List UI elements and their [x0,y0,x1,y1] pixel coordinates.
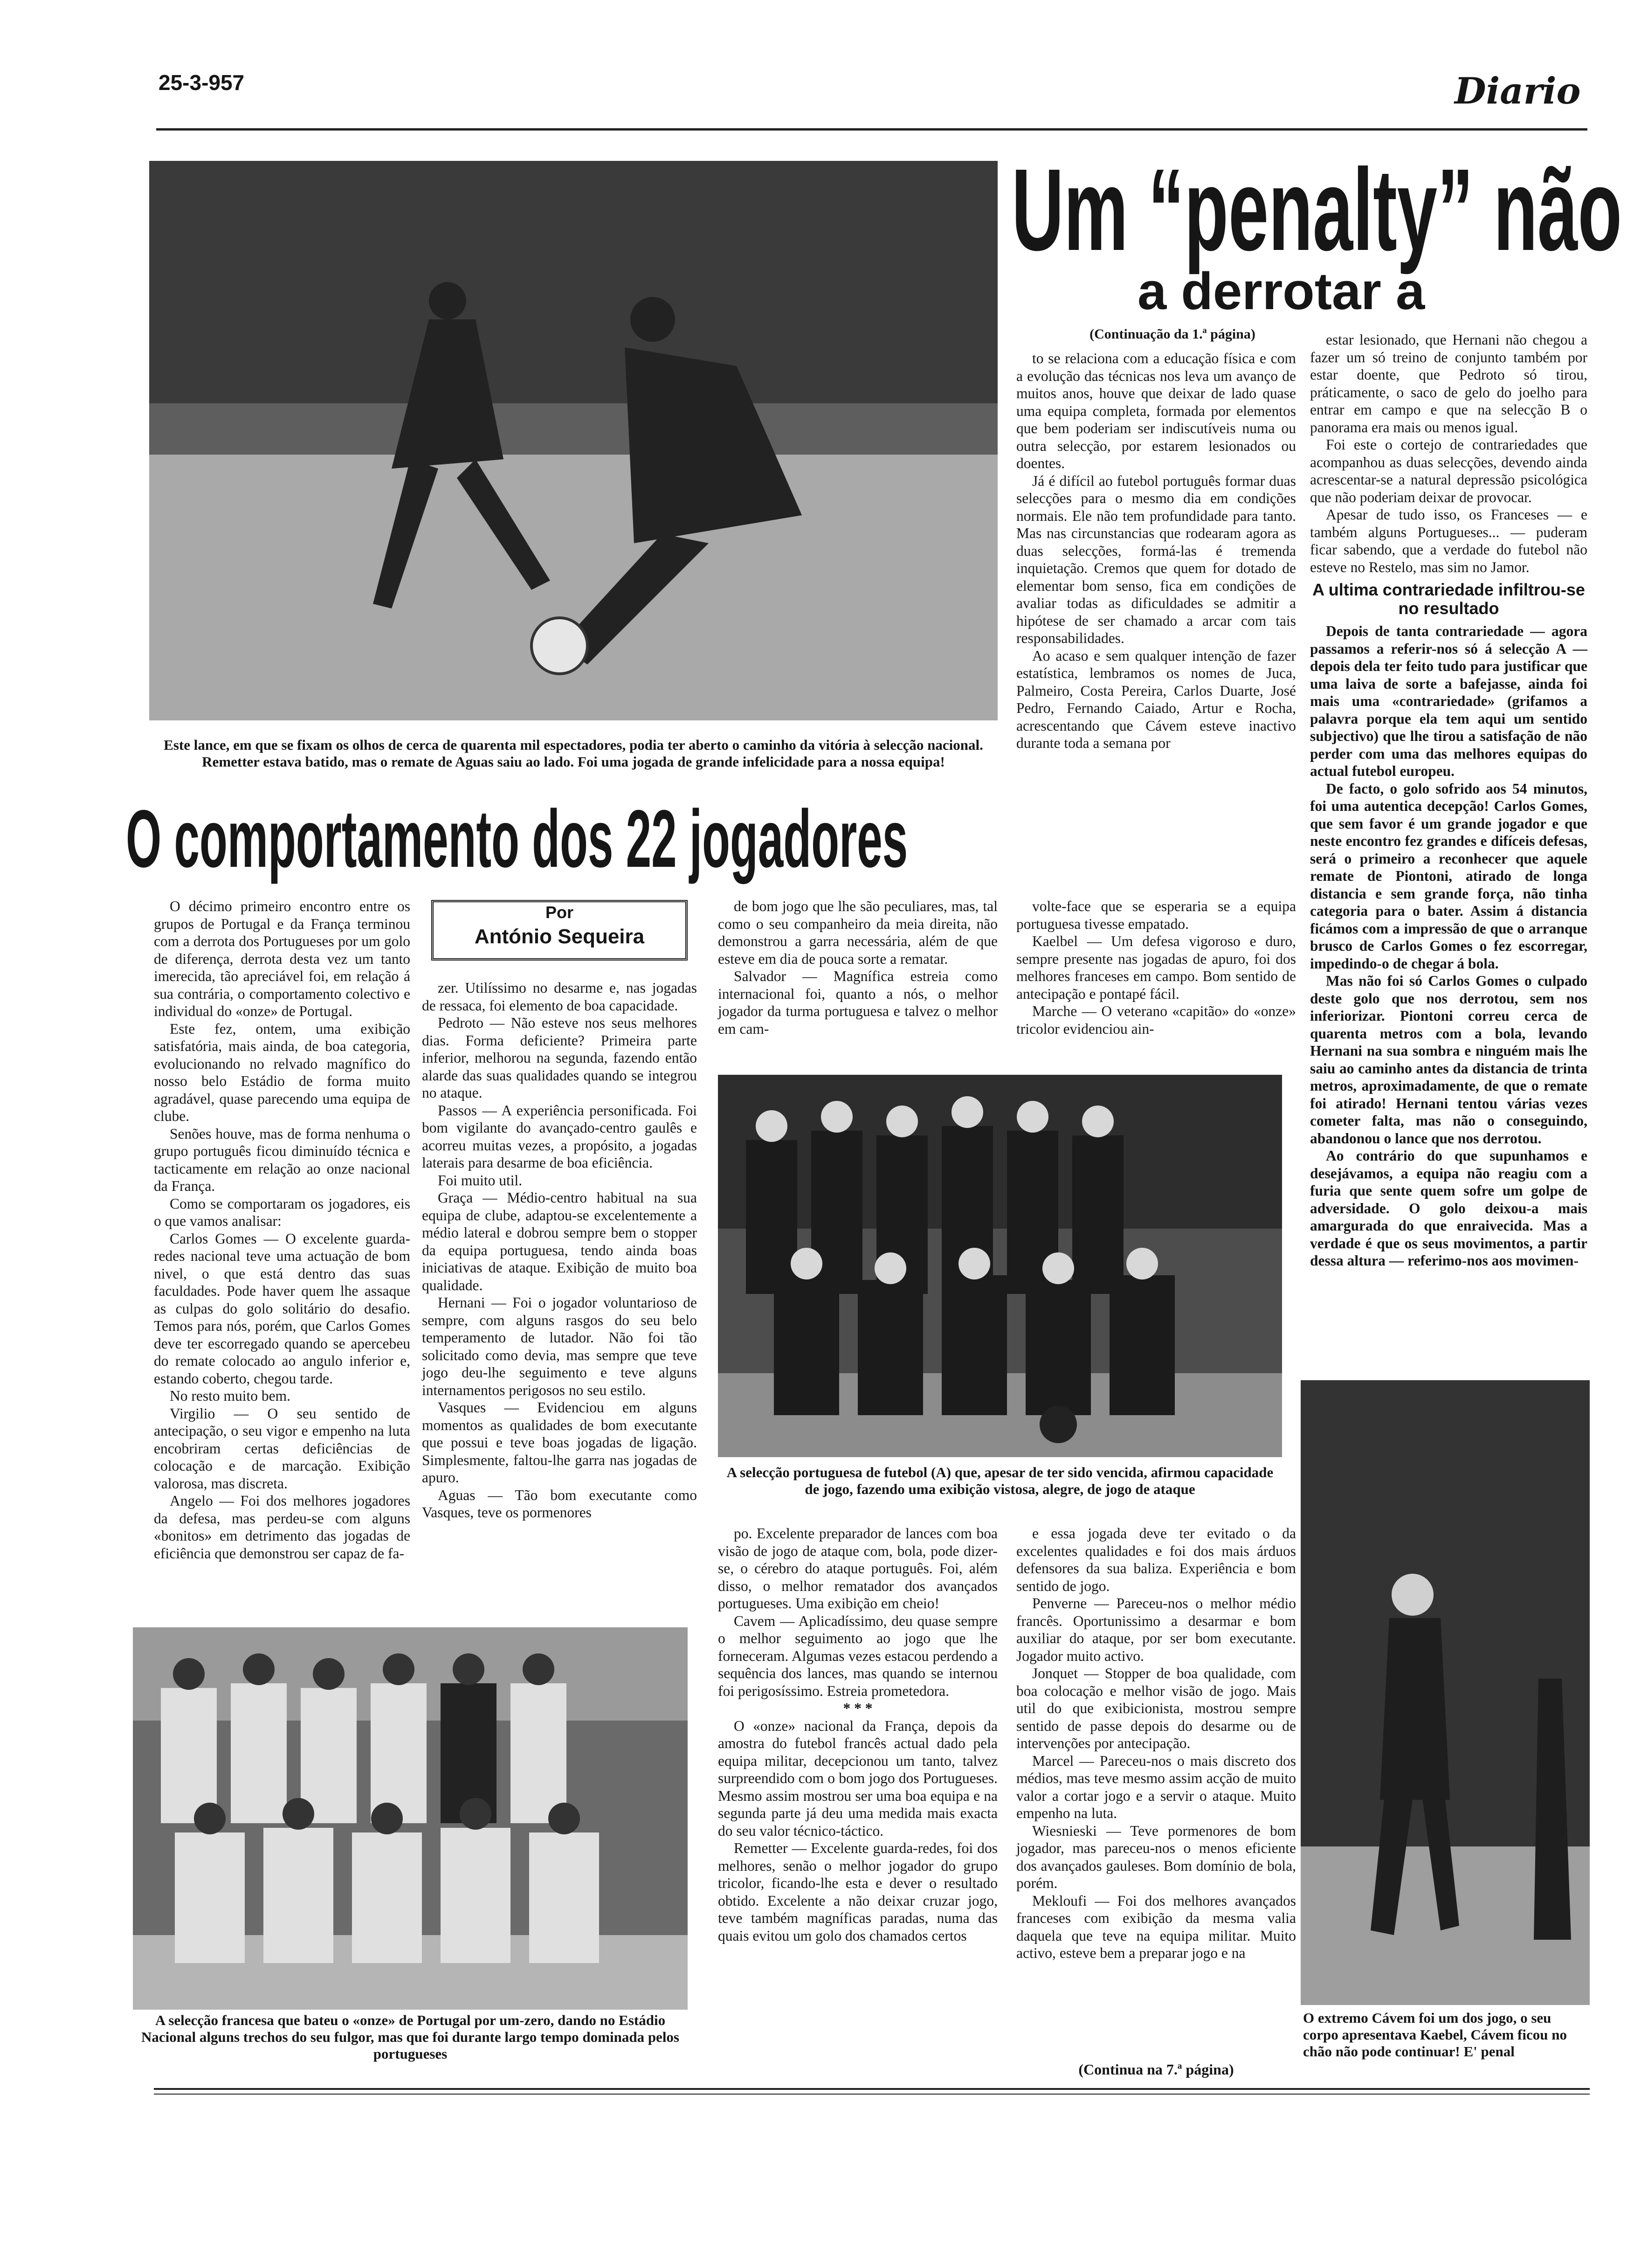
continuation-col1: to se relaciona com a educação física e com a evolução das técnicas nos leva um avanço de muitos anos, houve que deixar de lado quase uma equipa completa, formada por elementos que bem poderiam ser indiscutíveis numa ou outra selecção, por estarem lesionados ou doentes. Já é difícil ao futebol português formar duas selecções para o mesmo dia em condições normais. Ele não tem profundidade para tanto. Mas nas circunstancias que rodearam agora as duas selecções, formá-las é tremenda inquietação. Cremos que quem for dotado de elementar bom senso, fica em condições de avaliar todas as dificuldades se admitir a hipótese de ser chamado a arcar com tais responsabilidades. Ao acaso e sem qualquer intenção de fazer estatística, lembramos os nomes de Juca, Palmeiro, Costa Pereira, Carlos Duarte, José Pedro, Fernando Caiado, Artur e Rocha, acrescentando que Cávem esteve inactivo durante toda a semana por [1016,350,1296,751]
subhead: A ultima contrariedade infiltrou-se no resultado [1312,580,1585,618]
article-col4-bottom: e essa jogada deve ter evitado o da excelentes qualidades e foi dos mais árduos defensores da sua baliza. Experiência e bom sentido de jogo. Penverne — Pareceu-nos o melhor médio francês. Oportunissimo a desarmar e bom auxiliar do ataque, por ser bom executante. Jogador muito activo. Jonquet — Stopper de boa qualidade, com boa colocação e melhor visão de jogo. Mais util do que exibicionista, mostrou sempre sentido de passe depois do desarme ou de intervenções por antecipação. Marcel — Pareceu-nos o mais discreto dos médios, mas teve mesmo assim acção de muito valor a cortar jogo e a servir o ataque. Muito empenho na luta. Wiesnieski — Teve pormenores de bom jogador, mas pareceu-nos o menos eficiente dos avançados gauleses. Bom domínio de bola, porém. Mekloufi — Foi dos melhores avançados franceses com exibição da mesma valia daquela que teve na equipa militar. Muito activo, esteve bem a preparar jogo e na [1016,1525,1296,1961]
continuation-col2: estar lesionado, que Hernani não chegou a fazer um só treino de conjunto também por estar doente, que Pedroto só tirou, práticamente, o saco de gelo do joelho para entrar em campo e que na selecção B o panorama era mais ou menos igual. Foi este o cortejo de contrariedades que acompanhou as duas selecções, devendo ainda acrescentar-se a natural depressão psicológica que não poderiam deixar de provocar. Apesar de tudo isso, os Franceses — e também alguns Portugueses... — puderam ficar sabendo, que a verdade do futebol não esteve no Restelo, mas sim no Jamor. A ultima contrariedade infiltrou-se no resultado Depois de tanta contrariedade — agora passamos a referir-nos só á selecção A — depois dela ter feito tudo para justificar que uma laiva de sorte a bafejasse, ainda foi mais uma «contrariedade» (grifamos a palavra porque ela tem aqui um sentido subjectivo) que lhe tirou a satisfação de não perder com uma das melhores equipas do actual futebol europeu. De facto, o golo sofrido aos 54 minutos, foi uma autentica decepção! Carlos Gomes, que sem favor é um grande jogador e que neste encontro fez grandes e difíceis defesas, será o primeiro a reconhecer que aquele remate de Piontoni, atirado de longa distancia e sem grande força, não tinha categoria para o bater. Assim á distancia ficámos com a impressão de que o arranque brusco de Carlos Gomes o fez escorregar, impedindo-o de chegar á bola. Mas não foi só Carlos Gomes o culpado deste golo que nos derrotou, sem nos inferiorizar. Piontoni correu cerca de quarenta metros com a bola, levando Hernani na sua sombra e ninguém mais lhe saiu ao caminho antes da distancia de trinta metros, aproximadamente, de que o remate foi atirado! Hernani tentou várias vezes cometer falta, mas não o conseguindo, abandonou o lance que nos derrotou. Ao contrário do que supunhamos e desejávamos, a equipa não reagiu com a furia que sente quem sofre um golpe de adversidade. O golo deixou-a mais amargurada do que enraivecida. Mas a verdade é que os seus movimentos, a partir dessa altura — referimo-nos aos movimen- [1310,332,1587,1269]
portugal-team-photo [718,1075,1282,1457]
article-col3-top: de bom jogo que lhe são peculiares, mas, tal como o seu companheiro da meia direita, não demonstrou a garra necessária, além de que esteve em dia de pouca sorte a rematar. Salvador — Magnífica estreia como internacional foi, quanto a nós, o melhor jogador da turma portuguesa e talvez o melhor em cam- [718,898,998,1037]
header-rule [156,128,1587,131]
byline-label: Por [545,903,573,922]
article-col3-bottom: po. Excelente preparador de lances com boa visão de jogo de ataque com, bola, pode dizer-se, o cérebro do ataque português. Foi, além disso, o melhor rematador dos avançados portugueses. Uma exibição em cheio! Cavem — Aplicadíssimo, deu quase sempre o melhor seguimento ao jogo que lhe forneceram. Algumas vezes estacou perdendo a sequência dos lances, mas quando se internou foi perigosíssimo. Estreia prometedora. * * * O «onze» nacional da França, depois da amostra do futebol francês actual dado pela equipa militar, decepcionou um tanto, talvez surpreendido com o bom jogo dos Portugueses. Mesmo assim mostrou ser uma boa equipa e na segunda parte já deu uma medida mais exacta do seu valor técnico-táctico. Remetter — Excelente guarda-redes, foi dos melhores, senão o melhor jogador do grupo tricolor, ficando-lhe esta e dever o resultado obtido. Excelente a não deixar cruzar jogo, teve também magníficas paradas, numa das quais evitou um golo dos chamados certos [718,1525,998,1944]
action-photo-caption: Este lance, em que se fixam os olhos de cerca de quarenta mil espectadores, podia ter aberto o caminho da vitória à selecção nacional. Remetter estava batido, mas o remate de Aguas saiu ao lado. Foi uma jogada de grande infelicidade para a nossa equipa! [164,737,983,770]
player-photo-caption: O extremo Cávem foi um dos jogo, o seu corpo apresentava Kaebel, Cávem ficou no chão não pode continuar! E' penal [1303,2010,1567,2060]
player-photo [1301,1380,1590,2005]
article-title: O comportamento dos 22 jogadores [126,794,908,885]
article-col2: zer. Utilíssimo no desarme e, nas jogadas de ressaca, foi elemento de boa capacidade. Pedroto — Não esteve nos seus melhores dias. Forma deficiente? Primeira parte inferior, melhorou na segunda, fazendo então alarde das suas qualidades quando se integrou no ataque. Passos — A experiência personificada. Foi bom vigilante do avançado-centro gaulês e acorreu muitas vezes, a propósito, a jogadas laterais para desarme de boa eficiência. Foi muito util. Graça — Médio-centro habitual na sua equipa de clube, adaptou-se excelentemente a médio lateral e dobrou sempre bem o stopper da equipa portuguesa, tendo ainda boas iniciativas de ataque. Exibição de muito boa qualidade. Hernani — Foi o jogador voluntarioso de sempre, com alguns rasgos do seu belo temperamento de lutador. Não foi tão solicitado como devia, mas sempre que teve jogo deu-lhe seguimento e teve alguns internamentos perigosos no seu estilo. Vasques — Evidenciou em alguns momentos as qualidades de bom executante que possui e teve boas jogadas de ligação. Simplesmente, faltou-lhe garra nas jogadas de apuro. Aguas — Tão bom executante como Vasques, teve os pormenores [422,980,697,1521]
byline-author: António Sequeira [474,925,645,948]
issue-date: 25-3-957 [159,70,245,95]
continued-label: (Continua na 7.ª página) [1078,2061,1234,2078]
headline-second: a derrotar a [1138,262,1425,320]
portugal-team-caption: A selecção portuguesa de futebol (A) que, apesar de ter sido vencida, afirmou capacidade de jogo, fazendo uma exibição vistosa, alegre, de jogo de ataque [726,1464,1274,1497]
france-team-caption: A selecção francesa que bateu o «onze» de Portugal por um-zero, dando no Estádio Nacional alguns trechos do seu fulgor, mas que foi durante largo tempo dominada pelos portugueses [141,2012,679,2062]
continuation-label: (Continuação da 1.ª página) [1089,326,1255,342]
article-col1: O décimo primeiro encontro entre os grupos de Portugal e da França terminou com a derrota dos Portugueses por um golo de diferença, derrota desta vez um tanto imerecida, tão apreciável foi, em relação á sua contrária, o comportamento colectivo e individual do «onze» de Portugal. Este fez, ontem, uma exibição satisfatória, mais ainda, de boa categoria, evolucionando no relvado magnífico do nosso belo Estádio de forma muito agradável, quase parecendo uma equipa de clube. Senões houve, mas de forma nenhuma o grupo português ficou diminuído técnica e tacticamente em relação ao onze nacional da França. Como se comportaram os jogadores, eis o que vamos analisar: Carlos Gomes — O excelente guarda-redes nacional teve uma actuação de bom nivel, o que está dentro das suas faculdades. Pode haver quem lhe assaque as culpas do golo solitário do desafio. Temos para nós, porém, que Carlos Gomes deve ter escorregado quando se apercebeu do remate colocado ao angulo inferior e, estando coberto, chegou tarde. No resto muito bem. Virgilio — O seu sentido de antecipação, o seu vigor e empenho na luta encobriram certas deficiências de colocação e de marcação. Exibição valorosa, mas discreta. Angelo — Foi dos melhores jogadores da defesa, mas perdeu-se com alguns «bonitos» em detrimento das jogadas de eficiência que demonstrou ser capaz de fa- [154,898,410,1562]
headline-top: Um “penalty” não [1012,145,1622,275]
article-col4-top: volte-face que se esperaria se a equipa portuguesa tivesse empatado. Kaelbel — Um defesa vigoroso e duro, sempre presente nas jogadas de apuro, foi dos melhores franceses em campo. Bom sentido de antecipação e pontapé fácil. Marche — O veterano «capitão» do «onze» tricolor evidenciou ain- [1016,898,1296,1037]
masthead: Diario [1455,70,1581,112]
match-action-photo [149,161,998,720]
bottom-rule-2 [154,2094,1590,2095]
bottom-rule-1 [154,2088,1590,2090]
byline-box [431,900,688,961]
france-team-photo [133,1627,688,2010]
